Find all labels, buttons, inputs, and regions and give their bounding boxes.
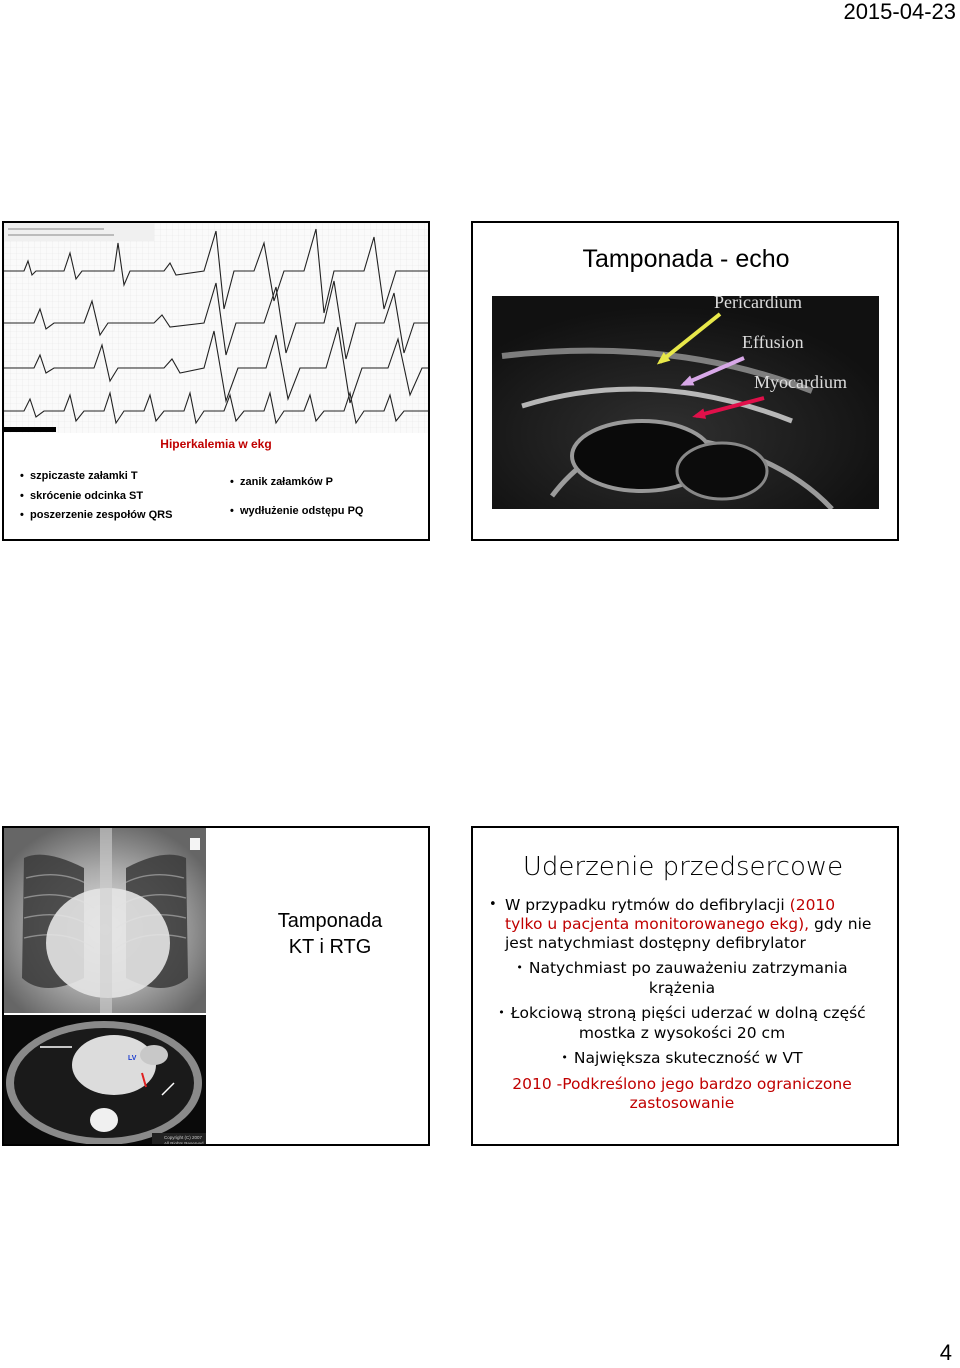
copyright-line2: All Rights Reserved xyxy=(164,1141,204,1146)
bullet-2: • Natychmiast po zauważeniu zatrzymania krążenia xyxy=(516,959,848,997)
label-myocardium: Myocardium xyxy=(754,372,847,392)
bullet-1-text-red: (2010 tylko u pacjenta monitorowanego ekg), xyxy=(505,896,836,933)
list-item: • zanik załamków P xyxy=(230,473,363,493)
chest-xray-image xyxy=(4,828,206,1013)
list-item: • poszerzenie zespołów QRS xyxy=(20,506,172,526)
ecg-image xyxy=(4,223,428,433)
copyright-line1: Copyright (C) 2007 xyxy=(164,1135,203,1140)
slide-hyperkalemia-ecg xyxy=(2,221,430,541)
bullet-4-text: Największa skuteczność w VT xyxy=(573,1049,803,1067)
bullet-list-left xyxy=(20,467,172,526)
list-item: • wydłużenie odstępu PQ xyxy=(230,502,363,522)
ct-scan-image xyxy=(4,1015,206,1146)
slide-tamponade-echo xyxy=(471,221,899,541)
echo-image xyxy=(492,296,879,509)
slide-tamponade-ct-xray xyxy=(2,826,430,1146)
label-pericardium: Pericardium xyxy=(714,296,802,312)
bullet-2-text: Natychmiast po zauważeniu zatrzymania krążenia xyxy=(528,959,848,997)
slide-title-line1: Tamponada xyxy=(277,910,383,932)
bullet-4: • Największa skuteczność w VT xyxy=(561,1049,803,1067)
slide-title: Uderzenie przedsercowe xyxy=(522,852,844,882)
bullet-3: • Łokciową stroną pięści uderzać w dolną część mostka z wysokości 20 cm xyxy=(498,1004,866,1042)
bullet-1 xyxy=(487,896,877,953)
list-item: • szpiczaste załamki T xyxy=(20,467,172,487)
ct-label-lv: LV xyxy=(128,1055,137,1062)
bullet-list-right xyxy=(230,473,363,521)
slide-title: Tamponada - echo xyxy=(582,245,790,273)
note-2010: 2010 -Podkreślono jego bardzo ograniczone zastosowanie xyxy=(512,1075,852,1112)
slide-title-line2: KT i RTG xyxy=(288,936,372,958)
label-effusion: Effusion xyxy=(742,332,804,352)
slide-precordial-thump xyxy=(471,826,899,1146)
page-date: 2015-04-23 xyxy=(843,0,956,24)
bullet-1-text-c: gdy nie jest natychmiast dostępny defibrylator xyxy=(505,915,872,952)
slide-body xyxy=(487,896,877,1113)
bullet-3-text: Łokciową stroną pięści uderzać w dolną część mostka z wysokości 20 cm xyxy=(510,1004,866,1042)
page-number: 4 xyxy=(939,1340,952,1365)
list-item: • skrócenie odcinka ST xyxy=(20,487,172,507)
slide-title: Hiperkalemia w ekg xyxy=(160,437,272,451)
bullet-1-text-a: W przypadku rytmów do defibrylacji xyxy=(505,896,790,914)
slide-title xyxy=(250,908,410,960)
